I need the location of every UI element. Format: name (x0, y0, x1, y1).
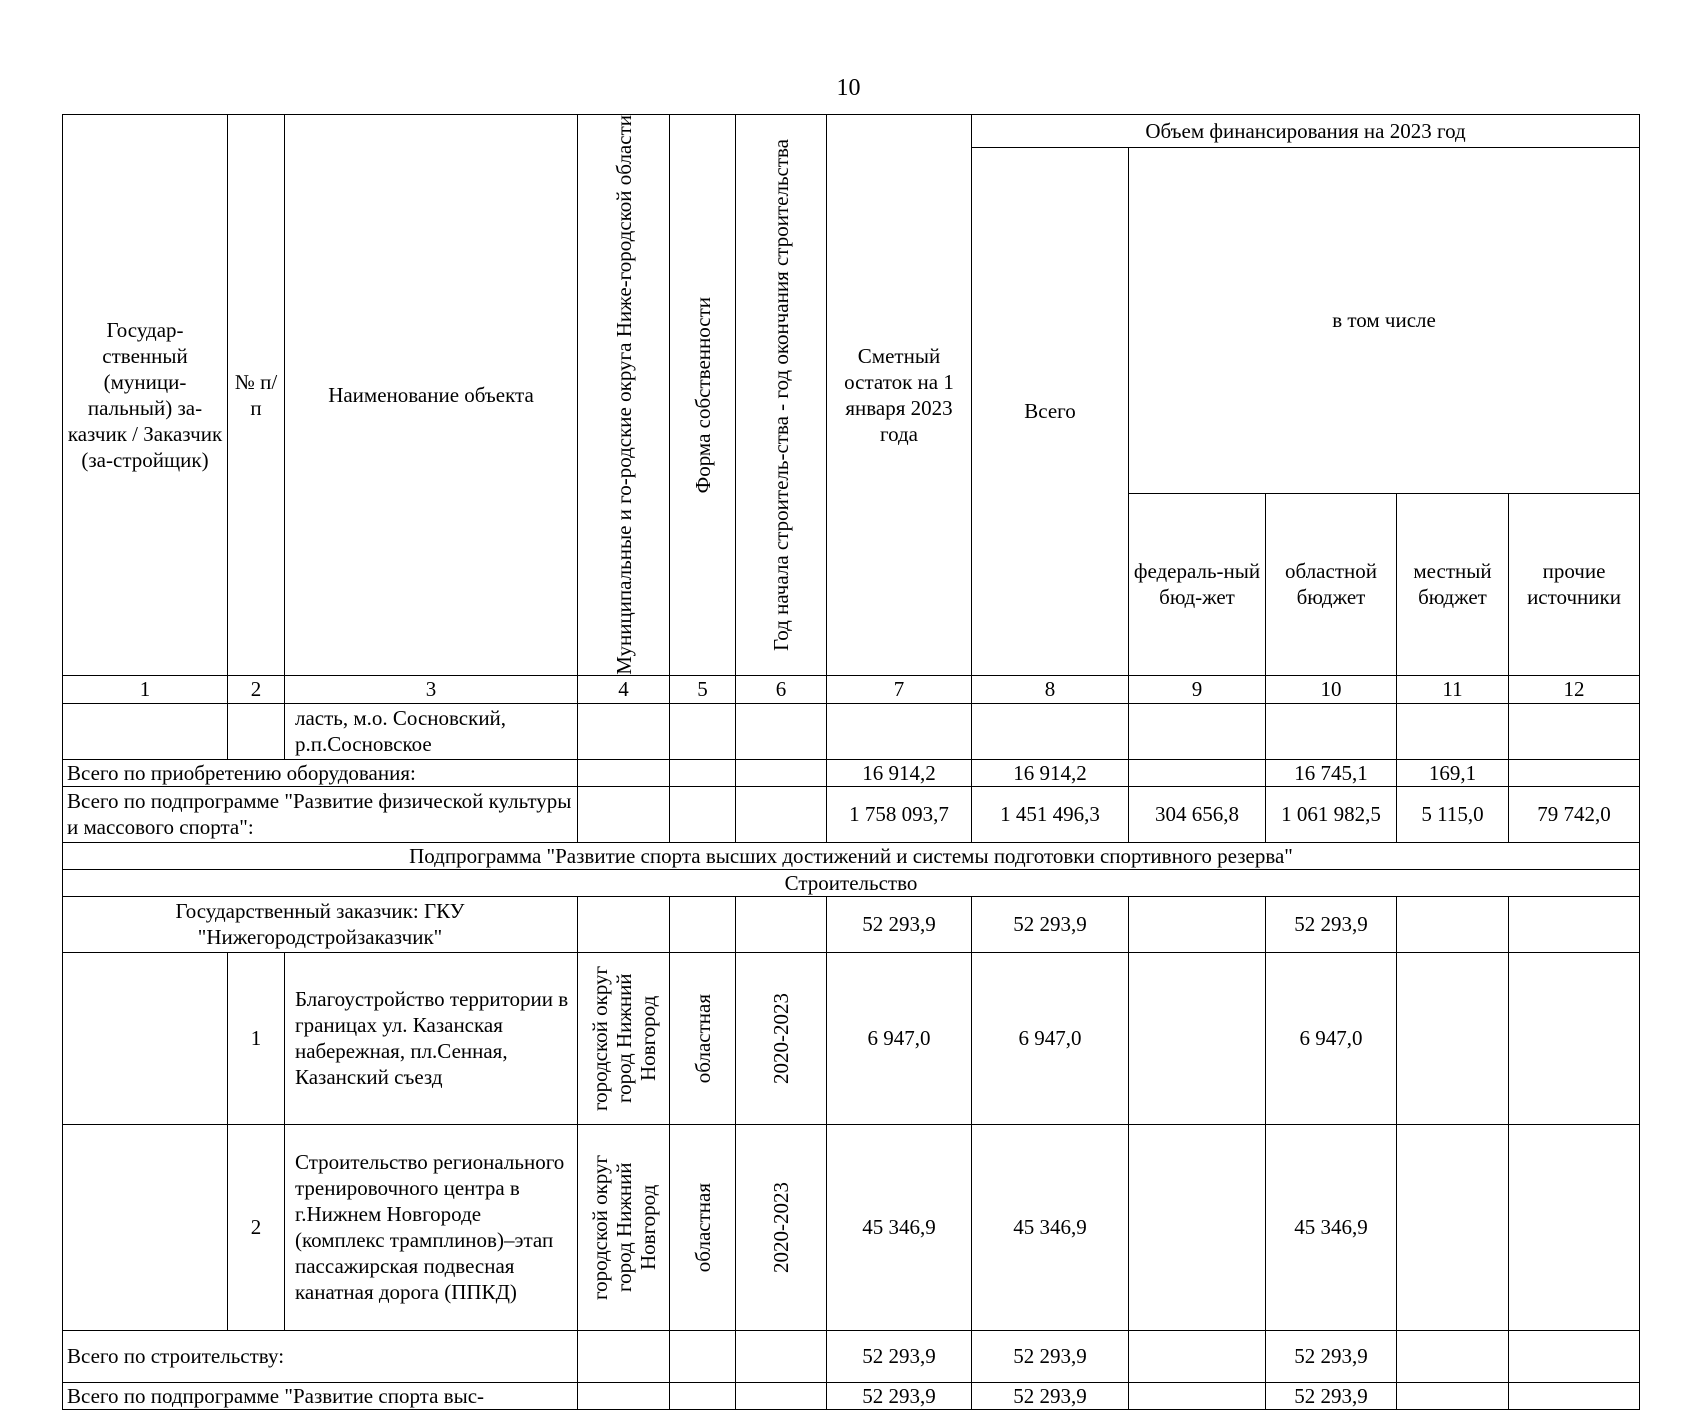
header-total: Всего (972, 148, 1129, 676)
regional-value: 52 293,9 (1266, 1330, 1397, 1382)
column-number: 10 (1266, 675, 1397, 703)
column-number: 2 (228, 675, 285, 703)
construction-title-row (63, 869, 1640, 896)
construction-total-label: Всего по строительству: (63, 1330, 578, 1382)
column-number: 12 (1509, 675, 1640, 703)
header-federal: федераль-ный бюд-жет (1129, 493, 1266, 675)
construction-title: Строительство (63, 869, 1640, 896)
balance-value: 52 293,9 (827, 1382, 972, 1409)
header-other: прочие источники (1509, 493, 1640, 675)
total-value: 52 293,9 (972, 1382, 1129, 1409)
other-value: 79 742,0 (1509, 786, 1640, 842)
local-value: 169,1 (1397, 759, 1509, 786)
local-value: 5 115,0 (1397, 786, 1509, 842)
balance-value: 45 346,9 (827, 1124, 972, 1330)
financing-table (62, 114, 1640, 1410)
total-value: 1 451 496,3 (972, 786, 1129, 842)
header-years: Год начала строитель-ства - год окончания строительства (769, 138, 793, 651)
header-municipal: Муниципальные и го-родские округа Ниже-городской области (611, 115, 636, 675)
regional-value: 16 745,1 (1266, 759, 1397, 786)
balance-value: 52 293,9 (827, 1330, 972, 1382)
object-years: 2020-2023 (769, 992, 793, 1084)
object-num: 1 (228, 952, 285, 1124)
object-ownership: областная (690, 1182, 715, 1272)
construction-total-row (63, 1330, 1640, 1382)
column-number: 6 (736, 675, 827, 703)
program-total-label: Всего по подпрограмме "Развитие физической культуры и массового спорта": (63, 786, 578, 842)
column-number: 3 (285, 675, 578, 703)
total-value: 52 293,9 (972, 1330, 1129, 1382)
equipment-total-row (63, 759, 1640, 786)
continuation-row (63, 703, 1640, 759)
subprogram-total-row (63, 1382, 1640, 1409)
gov-customer-row (63, 896, 1640, 952)
object-row (63, 1124, 1640, 1330)
subprogram-title: Подпрограмма "Развитие спорта высших достижений и системы подготовки спортивного резерва" (63, 842, 1640, 869)
column-number: 4 (578, 675, 670, 703)
header-ownership: Форма собственности (690, 296, 715, 494)
total-value: 6 947,0 (972, 952, 1129, 1124)
balance-value: 6 947,0 (827, 952, 972, 1124)
header-funding: Объем финансирования на 2023 год (972, 115, 1640, 148)
column-number: 8 (972, 675, 1129, 703)
equipment-total-label: Всего по приобретению оборудования: (63, 759, 578, 786)
header-including: в том числе (1129, 148, 1640, 494)
column-number: 7 (827, 675, 972, 703)
program-total-row (63, 786, 1640, 842)
subprogram-title-row (63, 842, 1640, 869)
object-years: 2020-2023 (769, 1181, 793, 1273)
object-name: Благоустройство территории в границах ул. Казанская набережная, пл.Сенная, Казанский съезд (285, 952, 578, 1124)
regional-value: 1 061 982,5 (1266, 786, 1397, 842)
object-num: 2 (228, 1124, 285, 1330)
balance-value: 1 758 093,7 (827, 786, 972, 842)
regional-value: 6 947,0 (1266, 952, 1397, 1124)
continuation-name: ласть, м.о. Сосновский, р.п.Сосновское (285, 703, 578, 759)
object-municipality: городской округ город Нижний Новгород (587, 965, 660, 1111)
object-municipality: городской округ город Нижний Новгород (587, 1154, 660, 1300)
object-name: Строительство регионального тренировочного центра в г.Нижнем Новгороде (комплекс трамплинов)–этап пассажирская подвесная канатная дорога (ППКД) (285, 1124, 578, 1330)
header-regional: областной бюджет (1266, 493, 1397, 675)
federal-value: 304 656,8 (1129, 786, 1266, 842)
regional-value: 52 293,9 (1266, 1382, 1397, 1409)
header-local: местный бюджет (1397, 493, 1509, 675)
column-number: 9 (1129, 675, 1266, 703)
regional-value: 52 293,9 (1266, 896, 1397, 952)
header-balance: Сметный остаток на 1 января 2023 года (827, 115, 972, 676)
page-number: 10 (836, 75, 861, 101)
regional-value: 45 346,9 (1266, 1124, 1397, 1330)
column-number: 1 (63, 675, 228, 703)
object-ownership: областная (690, 993, 715, 1083)
balance-value: 52 293,9 (827, 896, 972, 952)
subprogram-total-label: Всего по подпрограмме "Развитие спорта выс- (63, 1382, 578, 1409)
header-object-name: Наименование объекта (285, 115, 578, 676)
total-value: 16 914,2 (972, 759, 1129, 786)
total-value: 52 293,9 (972, 896, 1129, 952)
column-number: 11 (1397, 675, 1509, 703)
header-customer: Государ-ственный (муници-пальный) за-казчик / Заказчик (за-стройщик) (63, 115, 228, 676)
column-number: 5 (670, 675, 736, 703)
header-num: № п/п (228, 115, 285, 676)
other-value (1509, 759, 1640, 786)
column-number-row (63, 675, 1640, 703)
gov-customer-label: Государственный заказчик: ГКУ "Нижегородстройзаказчик" (63, 896, 578, 952)
balance-value: 16 914,2 (827, 759, 972, 786)
federal-value (1129, 759, 1266, 786)
total-value: 45 346,9 (972, 1124, 1129, 1330)
object-row (63, 952, 1640, 1124)
